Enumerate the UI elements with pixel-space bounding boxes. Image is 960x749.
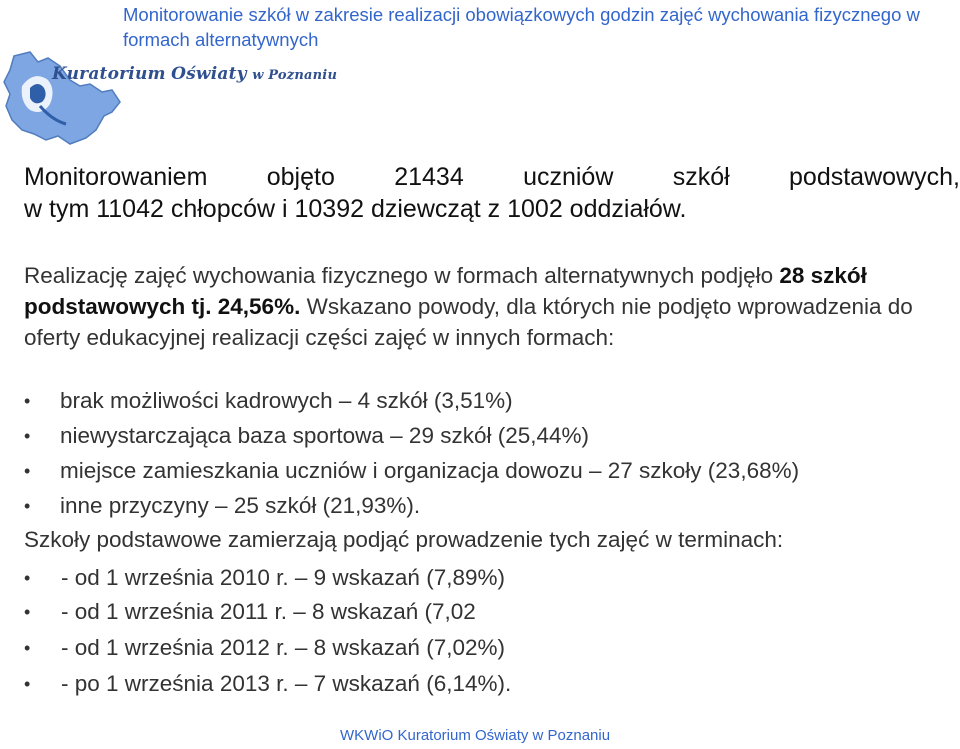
plan-item: • - od 1 września 2011 r. – 8 wskazań (7,02	[24, 597, 476, 627]
main-paragraph: Realizację zajęć wychowania fizycznego w formach alternatywnych podjęło 28 szkół podstawowych tj. 24,56%. Wskazano powody, dla których nie podjęto wprowadzenia do oferty edukacyjnej realizacji części zajęć w innych formach:	[24, 263, 913, 350]
bullet-icon: •	[24, 496, 31, 516]
logo-text: Kuratorium Oświaty w Poznaniu	[52, 64, 338, 84]
reason-item: • miejsce zamieszkania uczniów i organizacja dowozu – 27 szkoły (23,68%)	[24, 456, 799, 486]
reason-item: • niewystarczająca baza sportowa – 29 szkół (25,44%)	[24, 421, 589, 451]
plan-item: • - od 1 września 2012 r. – 8 wskazań (7,02%)	[24, 633, 505, 663]
kuratorium-logo	[0, 50, 338, 150]
plans-heading: Szkoły podstawowe zamierzają podjąć prowadzenie tych zajęć w terminach:	[24, 527, 784, 552]
bullet-icon: •	[24, 602, 31, 622]
plan-item: • - po 1 września 2013 r. – 7 wskazań (6,14%).	[24, 669, 511, 699]
bullet-icon: •	[24, 638, 31, 658]
bullet-icon: •	[24, 568, 31, 588]
reason-item: • inne przyczyny – 25 szkół (21,93%).	[24, 491, 420, 521]
intro-line-1: Monitorowaniem objęto 21434 uczniów szkół podstawowych,	[24, 163, 960, 191]
plan-item: • - od 1 września 2010 r. – 9 wskazań (7,89%)	[24, 563, 505, 593]
bullet-icon: •	[24, 674, 31, 694]
bullet-icon: •	[24, 461, 31, 481]
reason-item: • brak możliwości kadrowych – 4 szkół (3,51%)	[24, 386, 513, 416]
slide-title: Monitorowanie szkół w zakresie realizacji obowiązkowych godzin zajęć wychowania fizycznego w formach alternatywnych	[123, 4, 920, 50]
bullet-icon: •	[24, 426, 31, 446]
intro-line-2: w tym 11042 chłopców i 10392 dziewcząt z 1002 oddziałów.	[24, 195, 687, 223]
highlight-text: 28 szkół podstawowych tj. 24,56%.	[24, 263, 867, 319]
bullet-icon: •	[24, 391, 31, 411]
footer-text: WKWiO Kuratorium Oświaty w Poznaniu	[340, 727, 611, 744]
